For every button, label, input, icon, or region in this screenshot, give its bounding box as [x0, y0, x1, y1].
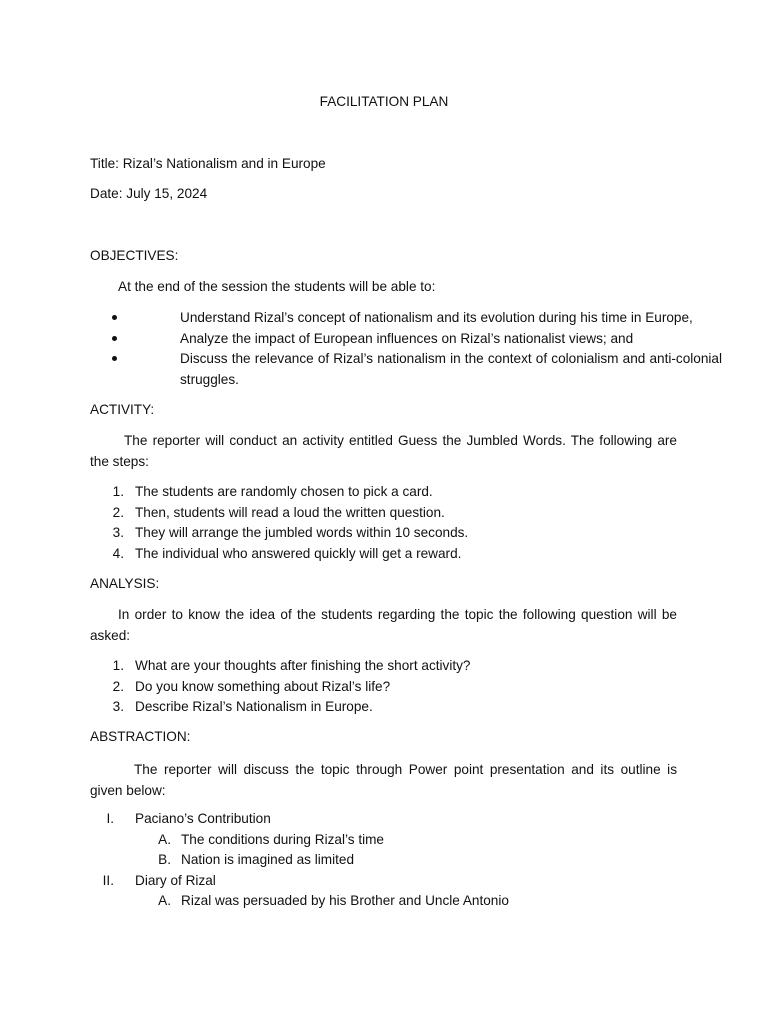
bullet-icon — [112, 356, 117, 361]
outline-text: The conditions during Rizal’s time — [181, 831, 384, 847]
list-number: 2. — [112, 504, 124, 520]
title-line: Title: Rizal’s Nationalism and in Europe — [90, 156, 326, 171]
bullet-icon — [112, 336, 117, 341]
list-number: 1. — [112, 484, 124, 499]
objective-text: Analyze the impact of European influences on Rizal’s nationalist views; and — [180, 330, 634, 346]
question-text: Describe Rizal’s Nationalism in Europe. — [135, 699, 373, 714]
list-item — [90, 328, 677, 349]
step-text: They will arrange the jumbled words within 10 seconds. — [135, 525, 469, 540]
outline-letter: A. — [158, 831, 171, 847]
objectives-list — [90, 307, 722, 387]
analysis-intro: In order to know the idea of the students regarding the topic the following question will be asked: — [90, 607, 677, 643]
activity-steps — [90, 482, 677, 564]
list-item — [90, 482, 677, 503]
step-text: The individual who answered quickly will get a reward. — [135, 545, 462, 561]
list-item — [90, 348, 722, 387]
list-item — [90, 656, 677, 677]
outline-subitem — [90, 830, 677, 851]
outline-subitem — [90, 891, 677, 912]
document-heading: FACILITATION PLAN — [319, 94, 449, 109]
question-text: Do you know something about Rizal’s life? — [135, 678, 391, 694]
list-number: 3. — [112, 699, 124, 714]
list-number: 1. — [112, 658, 124, 673]
objectives-label: OBJECTIVES: — [90, 248, 179, 263]
outline-item — [90, 809, 677, 830]
step-text: Then, students will read a loud the written question. — [135, 504, 445, 520]
outline-numeral: II. — [102, 872, 114, 888]
objective-text: Understand Rizal’s concept of nationalism and its evolution during his time in Europe, — [180, 310, 693, 325]
step-text: The students are randomly chosen to pick a card. — [135, 484, 433, 499]
abstraction-intro: The reporter will discuss the topic through Power point presentation and its outline is given below: — [90, 762, 677, 798]
date-line: Date: July 15, 2024 — [90, 186, 208, 201]
list-item — [90, 697, 677, 718]
outline-text: Nation is imagined as limited — [181, 852, 355, 867]
list-item — [90, 677, 677, 698]
outline-subitem — [90, 850, 677, 871]
abstraction-label: ABSTRACTION: — [90, 729, 191, 744]
list-item — [90, 503, 677, 524]
list-number: 2. — [112, 678, 124, 694]
activity-intro: The reporter will conduct an activity entitled Guess the Jumbled Words. The following are the steps: — [90, 433, 677, 469]
bullet-icon — [112, 315, 117, 320]
list-item — [90, 544, 677, 565]
list-number: 3. — [112, 525, 124, 540]
outline-letter: A. — [158, 893, 171, 908]
outline-text: Rizal was persuaded by his Brother and Uncle Antonio — [181, 893, 509, 908]
outline-text: Diary of Rizal — [135, 872, 216, 888]
outline-numeral: I. — [106, 811, 114, 826]
activity-label: ACTIVITY: — [90, 402, 155, 417]
analysis-questions — [90, 656, 677, 718]
list-number: 4. — [112, 545, 124, 561]
outline-item — [90, 871, 677, 892]
analysis-label: ANALYSIS: — [90, 576, 160, 591]
list-item — [90, 307, 693, 328]
objective-text: Discuss the relevance of Rizal’s nationalism in the context of colonialism and anti-colonial struggles. — [180, 351, 722, 387]
outline-text: Paciano’s Contribution — [135, 811, 271, 826]
objectives-intro: At the end of the session the students will be able to: — [118, 279, 436, 294]
outline-letter: B. — [158, 852, 171, 867]
list-item — [90, 523, 677, 544]
abstraction-outline — [90, 809, 677, 912]
question-text: What are your thoughts after finishing the short activity? — [135, 658, 471, 673]
